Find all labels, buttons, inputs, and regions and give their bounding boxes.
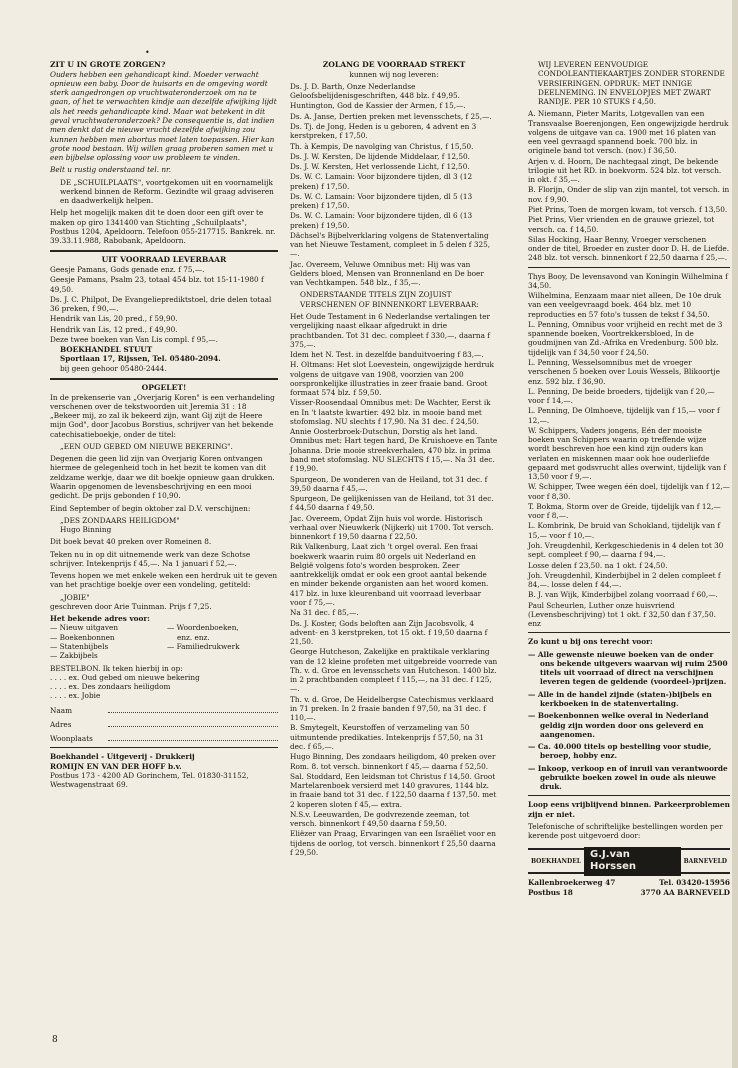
opgelet-text-3: Eind September of begin oktober zal D.V. verschijnen: xyxy=(50,503,251,513)
list-item: L. Penning, Wesselsomnibus met de vroeger verschenen 5 boeken over Louis Wessels, Blikoortje enz. 592 blz. f 36,90. xyxy=(528,357,720,386)
verschenen-heading: ONDERSTAANDE TITELS ZIJN ZOJUIST VERSCHENEN OF BINNENKORT LEVERBAAR: xyxy=(300,290,479,309)
list-item: Idem het N. Test. in dezelfde banduitvoering f 83,—. xyxy=(290,350,484,360)
book-list-2 xyxy=(290,312,498,857)
phone: Tel. 03420-15956 xyxy=(659,878,730,888)
list-item: — Ca. 40.000 titels op bestelling voor studie, beroep, hobby enz. xyxy=(528,742,712,761)
list-item: — Boekenbonnen xyxy=(50,632,115,642)
opgelet-text-4: Dit boek bevat 40 preken over Romeinen 8. xyxy=(50,537,212,547)
city-field[interactable] xyxy=(50,733,278,743)
list-item: — Boekenbonnen welke overal in Nederland geldig zijn worden door ons geleverd en aangenomen. xyxy=(528,711,709,739)
book-title: „EEN OUD GEBED OM NIEUWE BEKERING". xyxy=(60,441,233,451)
list-item: N.S.v. Leeuwarden, De godvrezende zeeman, tot versch. binnenkort f 49,50 daarna f 59,50. xyxy=(290,809,470,829)
publisher-address: Postbus 173 - 4200 AD Gorinchem, Tel. 01830-31152, Westwagenstraat 69. xyxy=(50,770,249,790)
opgelet-text-6: Tevens hopen we met enkele weken een herdruk uit te geven van het prachtige boekje over een vondeling, getiteld: xyxy=(50,571,278,590)
publisher-line: Boekhandel - Uitgeverij - Drukkerij xyxy=(50,752,195,762)
list-item: Ds. J. C. Philpot, De Evangelieprediktstoel, drie delen totaal 36 preken, f 90,—. xyxy=(50,294,272,314)
list-item: Ds. Tj. de Jong, Heden is u geboren, 4 advent en 3 kerstpreken, f 17,50. xyxy=(290,121,477,141)
list-item: Losse delen f 23,50. na 1 okt. f 24,50. xyxy=(528,560,668,570)
street: Kallenbroekerweg 47 xyxy=(528,878,616,888)
logo-right: BARNEVELD xyxy=(683,857,727,865)
list-item: Joh. Vreugdenhil, Kerkgeschiedenis in 4 delen tot 30 sept. compleet f 90,— daarna f 94,—. xyxy=(528,541,724,560)
list-item: A. Niemann, Pieter Marits, Lotgevallen van een Transvaalse Boerenjongen, Een ongewijzigde herdruk volgens de uitgave van ca. 1900 met 16 platen van een veel gevraagd spannend boek. 700 blz. in originele band tot versch. (nov.) f 36,50. xyxy=(528,109,729,156)
list-item: Sal. Stoddard, Een leidsman tot Christus f 14,50. Groot Martelarenboek versierd met 140 gravures, 1144 blz. in fraaie band tot 31 dec. f 122,50 daarna f 137,50. met 2 koperen sloten f 45,— extra. xyxy=(290,771,497,809)
list-item: Rik Valkenburg, Laat zich 't orgel overal. Een fraai boekwerk waarin ruim 80 orgels uit Nederland en België volgens foto's worden besproken. Zeer aantrekkelijk omdat er ook een groot aantal bekende en minder bekende organisten aan het woord komen. 417 blz. in luxe kleurenband uit voorraad leverbaar voor f 75,—. xyxy=(290,542,489,607)
address-line xyxy=(528,888,730,897)
book-title: „DES ZONDAARS HEILIGDOM" xyxy=(60,515,180,525)
list-item: Visser-Roosendaal Omnibus met: De Wachter, Eerst ik en In 't laatste kwartier. 492 blz. in mooie band met stofomslag. NU slechts f 17,90. Na 31 dec. f 24,50. xyxy=(290,398,491,426)
condoleantie-heading: WIJ LEVEREN EENVOUDIGE CONDOLEANTIEKAARTJES ZONDER STORENDE VERSIERINGEN. OPDRUK: MET INNIGE DEELNEMING. IN ENVELOPJES MET ZWART RANDJE. PER 10 STUKS f 4,50. xyxy=(538,60,725,107)
list-item: Ds. J. Koster, Gods beloften aan Zijn Jacobsvolk, 4 advent- en 3 kerstpreken, tot 15 okt. f 19,50 daarna f 21,50. xyxy=(290,618,488,647)
list-item: Na 31 dec. f 85,—. xyxy=(290,608,359,618)
book-title: „JOBIE" xyxy=(60,592,90,602)
postcode-city: 3770 AA BARNEVELD xyxy=(640,887,730,897)
service-list xyxy=(528,650,730,792)
list-item: — Zakbijbels xyxy=(50,651,98,661)
list-item: Joh. Vreugdenhil, Kinderbijbel in 2 delen compleet f 84,—. losse delen f 44,—. xyxy=(528,570,721,590)
field-label: Adres xyxy=(50,719,72,729)
list-item: Geesje Pamans, Psalm 23, totaal 454 blz. tot 15-11-1980 f 49,50. xyxy=(50,275,264,294)
divider xyxy=(528,632,730,633)
page-number: 8 xyxy=(52,1035,58,1045)
opgelet-text-2: Degenen die geen lid zijn van Overjarig Koren ontvangen hiermee de gelegenheid toch in het bezit te komen van dit zeldzame werkje, daar we dit boekje opnieuw gaan drukken. Waarin opgenomen de levensbeschrijving en een mooi gedicht. De prijs gebonden f 10,90. xyxy=(50,454,275,501)
list-item: Arjen v. d. Hoorn, De nachtegaal zingt, De bekende trilogie uit het RD. in boekvorm. 524 blz. tot versch. in okt. f 35,—. xyxy=(528,156,722,185)
list-item: Jac. Overeem, Veluwe Omnibus met: Hij was van Gelders bloed, Mensen van Bronnenland en De boer van Vechtkampen. 548 blz., f 35,—. xyxy=(290,259,484,288)
list-item: Ds. W. C. Lamain: Voor bijzondere tijden, dl 5 (13 preken) f 17,50. xyxy=(290,191,473,211)
list-item: Het Oude Testament in 6 Nederlandse vertalingen ter vergelijking naast elkaar afgedrukt in drie prachtbanden. Tot 31 dec. compleet f 330,—, daarna f 375,—. xyxy=(290,312,491,349)
voorraad-heading: UIT VOORRAAD LEVERBAAR xyxy=(101,255,227,265)
logo-left: BOEKHANDEL xyxy=(531,857,582,865)
list-item: Ds. A. Janse, Dertien preken met levensschets, f 25,—. xyxy=(290,111,492,121)
list-item: — Inkoop, verkoop en of inruil van verantwoorde gebruikte boeken zowel in oude als nieuwe druk. xyxy=(528,763,728,792)
list-item: Piet Prins, Vier vrienden en de grauwe griezel, tot versch. ca. f 14,50. xyxy=(528,215,715,234)
bestel-item[interactable]: . . . . ex. Des zondaars heiligdom xyxy=(50,682,171,692)
voorraad-strekt-sub: kunnen wij nog leveren: xyxy=(349,69,439,79)
list-item: L. Penning, De beide broeders, tijdelijk van f 20,— voor f 14,—. xyxy=(528,386,715,406)
tel-text: Telefonische of schriftelijke bestellingen worden per kerende post uitgevoerd door: xyxy=(528,821,723,841)
list-item: Dächsel's Bijbelverklaring volgens de Statenvertaling van het Nieuwe Testament, compleet in 5 delen f 325,—. xyxy=(290,230,491,259)
list-item: George Hutcheson, Zakelijke en praktikale verklaring van de 12 kleine profeten met uitgebreide voorrede van Th. v. d. Groe en levensschets van Hutcheson. 1400 blz. in 2 prachtbanden compleet f 115,—, na 31 dec. f 125,—. xyxy=(290,647,498,694)
bestel-item[interactable]: . . . . ex. Jobie xyxy=(50,691,101,701)
list-item: Thys Booy, De levensavond van Koningin Wilhelmina f 34,50. xyxy=(528,271,728,290)
list-item: — Familiedrukwerk xyxy=(167,642,240,651)
voorraad-strekt-heading: ZOLANG DE VOORRAAD STREKT xyxy=(322,60,466,69)
top-mark: • xyxy=(145,48,150,57)
list-item: Ds. W. C. Lamain: Voor bijzondere tijden, dl 3 (12 preken) f 17,50. xyxy=(290,172,473,191)
list-item: Ds. J. W. Kersten, De lijdende Middelaar, f 12,50. xyxy=(290,151,470,161)
stuut-address: Sportlaan 17, Rijssen, Tel. 05480-2094. xyxy=(60,354,221,364)
list-item: Annie Oosterbroek-Dutschun, Dorstig als het land. Omnibus met: Hart tegen hard, De Kruishoeve en Tante Johanna. Drie mooie streekverhalen, 470 blz. in prima band met stofomslag. NU SLECHTS f 15,—. Na 31 dec. f 19,90. xyxy=(290,427,498,474)
book-list-3 xyxy=(528,109,730,262)
field-label: Naam xyxy=(50,705,73,715)
list-item: Geesje Pamans, Gods genade enz. f 75,—. xyxy=(50,265,205,275)
list-item: Piet Prins, Toen de morgen kwam, tot versch. f 13,50. xyxy=(528,204,728,214)
list-item: B. Smytegelt, Keurstoffen of verzameling van 50 uitmuntende predikaties. Intekenprijs f 57,50, na 31 dec. f 65,—. xyxy=(290,723,485,751)
list-item: Th. v. d. Groe, De Heidelbergse Catechismus verklaard in 71 preken. In 2 fraaie banden f 97,50, na 31 dec. f 110,—. xyxy=(290,694,494,723)
list-item: L. Penning, De Olmhoeve, tijdelijk van f 15,— voor f 12,—. xyxy=(528,406,720,425)
name-field[interactable] xyxy=(50,705,278,715)
list-item: Paul Scheurlen, Luther onze huisvriend (Levensbeschrijving) tot 1 okt. f 32,50 dan f 37,50. enz xyxy=(528,600,716,629)
book-list-4 xyxy=(528,272,730,629)
adres-list xyxy=(50,623,278,660)
list-item: — Nieuw uitgaven xyxy=(50,623,119,633)
divider xyxy=(528,267,730,268)
list-item: B. Florijn, Onder de slip van zijn mantel, tot versch. in nov. f 9,90. xyxy=(528,185,730,204)
list-item: Ds. J. W. Kersten, Het verlossende Licht, f 12,50. xyxy=(290,162,470,172)
list-item: W. Schippers, Vaders jongens, Eén der mooiste boeken van Schippers waarin op treffende wijze wordt beschreven hoe een kind zijn ouders kan verlaten en miskennen maar ook hoe ouderliefde gepaard met godsvrucht alles overwint, tijdelijk van f 13,50 voor f 9,—. xyxy=(528,425,727,482)
list-item: — Statenbijbels xyxy=(50,642,109,651)
column-middle xyxy=(290,60,498,858)
opgelet-text-7: geschreven door Arie Tuinman. Prijs f 7,25. xyxy=(50,601,212,611)
list-item: Th. à Kempis, De navolging van Christus, f 15,50. xyxy=(290,141,474,151)
list-item: Eliëzer van Praag, Ervaringen van een Israëliet voor en tijdens de oorlog, tot versch. binnenkort f 25,50 daarna f 29,50. xyxy=(290,829,496,857)
bestelbon-heading: BESTELBON. Ik teken hierbij in op: xyxy=(50,663,183,673)
list-item: Spurgeon, De wonderen van de Heiland, tot 31 dec. f 39,50 daarna f 45,—. xyxy=(290,474,488,493)
opgelet-text: In de prekenserie van „Overjarig Koren" is een verhandeling verschenen over de tekstwoorden uit Jeremia 31 : 18 „Bekeer mij, zo zal ik bekeerd zijn, want Gij zijt de Heere mijn God", door Jacobus Borstius, schrijver van het bekende catechisatieboekje, onder de titel: xyxy=(50,392,275,439)
postbox: Postbus 18 xyxy=(528,887,573,897)
column-right xyxy=(528,60,730,897)
opgelet-heading: OPGELET! xyxy=(141,382,187,392)
divider xyxy=(50,250,278,252)
list-item: — Alle gewenste nieuwe boeken van de onder ons bekende uitgevers waarvan wij ruim 2500 titels uit voorraad of direct na verschijnen leveren tegen de geldende (voordeel-)prijzen. xyxy=(528,649,728,687)
list-item: — Woordenboeken, xyxy=(167,623,239,633)
bookstore-logo xyxy=(528,848,730,874)
stuut-name: BOEKHANDEL STUUT xyxy=(60,345,153,355)
list-item: Silas Hocking, Haar Benny, Vroeger verschenen onder de titel, Broeder en zuster door D. H. de Liefde. 248 blz. tot versch. binnenkort f 22,50 daarna f 25,—. xyxy=(528,234,730,263)
list-item: T. Bokma, Storm over de Greide, tijdelijk van f 12,— voor f 8,—. xyxy=(528,501,721,521)
list-item: Huntington, God de Kassier der Armen, f 15,—. xyxy=(290,101,466,111)
book-author: Hugo Binning xyxy=(60,525,112,535)
help-text: Help het mogelijk maken dit te doen door een gift over te maken op giro 1341400 van Stichting „Schuilplaats", Postbus 1204, Apeldoorn. Telefoon 055-217715. Bankrek. nr. 39.33.11.988, Rabobank, Apeldoorn. xyxy=(50,208,276,246)
zorgen-heading: ZIT U IN GROTE ZORGEN? xyxy=(50,60,166,69)
address-field[interactable] xyxy=(50,719,278,729)
page-edge xyxy=(732,0,738,1068)
divider xyxy=(50,747,278,748)
list-item: Hugo Binning, Des zondaars heiligdom, 40 preken over Rom. 8. tot versch. binnenkort f 45,— daarna f 52,50. xyxy=(290,752,496,771)
schuilplaats-text: DE „SCHUILPLAATS", voortgekomen uit en voornamelijk werkend binnen de Reform. Gezindte wil graag adviseren en daadwerkelijk helpen. xyxy=(60,177,274,206)
publisher-name: ROMIJN EN VAN DER HOFF b.v. xyxy=(50,761,182,771)
adres-heading: Het bekende adres voor: xyxy=(50,614,150,624)
bestel-item[interactable]: . . . . ex. Oud gebed om nieuwe bekering xyxy=(50,672,200,682)
list-item: L. Kombrink, De bruid van Schokland, tijdelijk van f 15,— voor f 10,—. xyxy=(528,521,721,540)
list-item: Wilhelmina, Eenzaam maar niet alleen, De 10e druk van een veelgevraagd boek. 464 blz. met 10 reproducties en 57 foto's tussen de tekst f 34,50. xyxy=(528,291,722,319)
stuut-tail: bij geen gehoor 05480-2444. xyxy=(60,363,167,373)
list-item: Spurgeon, De gelijkenissen van de Heiland, tot 31 dec. f 44,50 daarna f 49,50. xyxy=(290,494,494,513)
divider xyxy=(50,378,278,380)
list-item: Ds. J. D. Barth, Onze Nederlandse Geloofsbelijdenisgeschriften, 448 blz. f 49,95. xyxy=(290,81,460,101)
list-item: B. J. van Wijk, Kinderbijbel zolang voorraad f 60,—. xyxy=(528,590,718,600)
zorgen-text: Ouders hebben een gehandicapt kind. Moeder verwacht opnieuw een baby. Door de huisarts en de omgeving wordt sterk aangedrongen op vruchtwateronderzoek om na te gaan, of het te verwachten kindje aan dezelfde afwijking lijdt als het reeds gehandicapte kind. Maar wat betekent in dit geval vruchtwateronderzoek? De consequentie is, dat indien men denkt dat de nieuwe vrucht dezelfde afwijking zou kunnen hebben men abortus moet laten toepassen. Hier kan grote nood bestaan. Wij willen graag proberen samen met u een bijbelse oplossing voor uw probleem te vinden. xyxy=(50,69,277,163)
field-label: Woonplaats xyxy=(50,734,93,744)
list-item: Hendrik van Lis, 12 pred., f 49,90. xyxy=(50,324,178,334)
list-item: Deze twee boeken van Van Lis compl. f 95,—. xyxy=(50,334,218,344)
loop-text: Loop eens vrijblijvend binnen. Parkeerproblemen zijn er niet. xyxy=(528,800,730,819)
voorraad-list xyxy=(50,265,278,344)
list-item: enz. enz. xyxy=(177,632,210,642)
book-list-1 xyxy=(290,82,498,288)
address-line xyxy=(528,878,730,887)
zo-heading: Zo kunt u bij ons terecht voor: xyxy=(528,637,653,647)
list-item: Hendrik van Lis, 20 pred., f 59,90. xyxy=(50,314,178,324)
list-item: Jac. Overeem, Opdat Zijn huis vol worde. Historisch verhaal over Nieuwkerk (Nijkerk) uit 1700. Tot versch. binnenkort f 19,50 daarna f 22,50. xyxy=(290,513,494,542)
column-left xyxy=(50,60,278,789)
opgelet-text-5: Teken nu in op dit uitnemende werk van deze Schotse schrijver. Intekenprijs f 45,—. Na 1 januari f 52,—. xyxy=(50,549,251,568)
list-item: Ds. W. C. Lamain: Voor bijzondere tijden, dl 6 (13 preken) f 19,50. xyxy=(290,211,473,230)
logo-name: G.J.van Horssen xyxy=(584,847,681,876)
list-item: L. Penning, Omnibus voor vrijheid en recht met de 3 spannende boeken, Voortrekkersbloed, In de goudmijnen van Zd.-Afrika en Vredenburg. 500 blz. tijdelijk van f 34,50 voor f 24,50. xyxy=(528,319,723,357)
list-item: — Alle in de handel zijnde (staten-)bijbels en kerkboeken in de statenvertaling. xyxy=(528,689,712,708)
list-item: W. Schipper, Twee wegen één doel, tijdelijk van f 12,— voor f 8,30. xyxy=(528,482,730,501)
zorgen-tail: Belt u rustig onderstaand tel. nr. xyxy=(50,165,172,175)
list-item: H. Oltmans: Het slot Loevestein, ongewijzigde herdruk volgens de uitgave van 1908, voorzien van 200 oorspronkelijke illustraties in zeer fraaie band. Groot formaat 574 blz. f 59,50. xyxy=(290,360,494,398)
divider xyxy=(528,795,730,796)
